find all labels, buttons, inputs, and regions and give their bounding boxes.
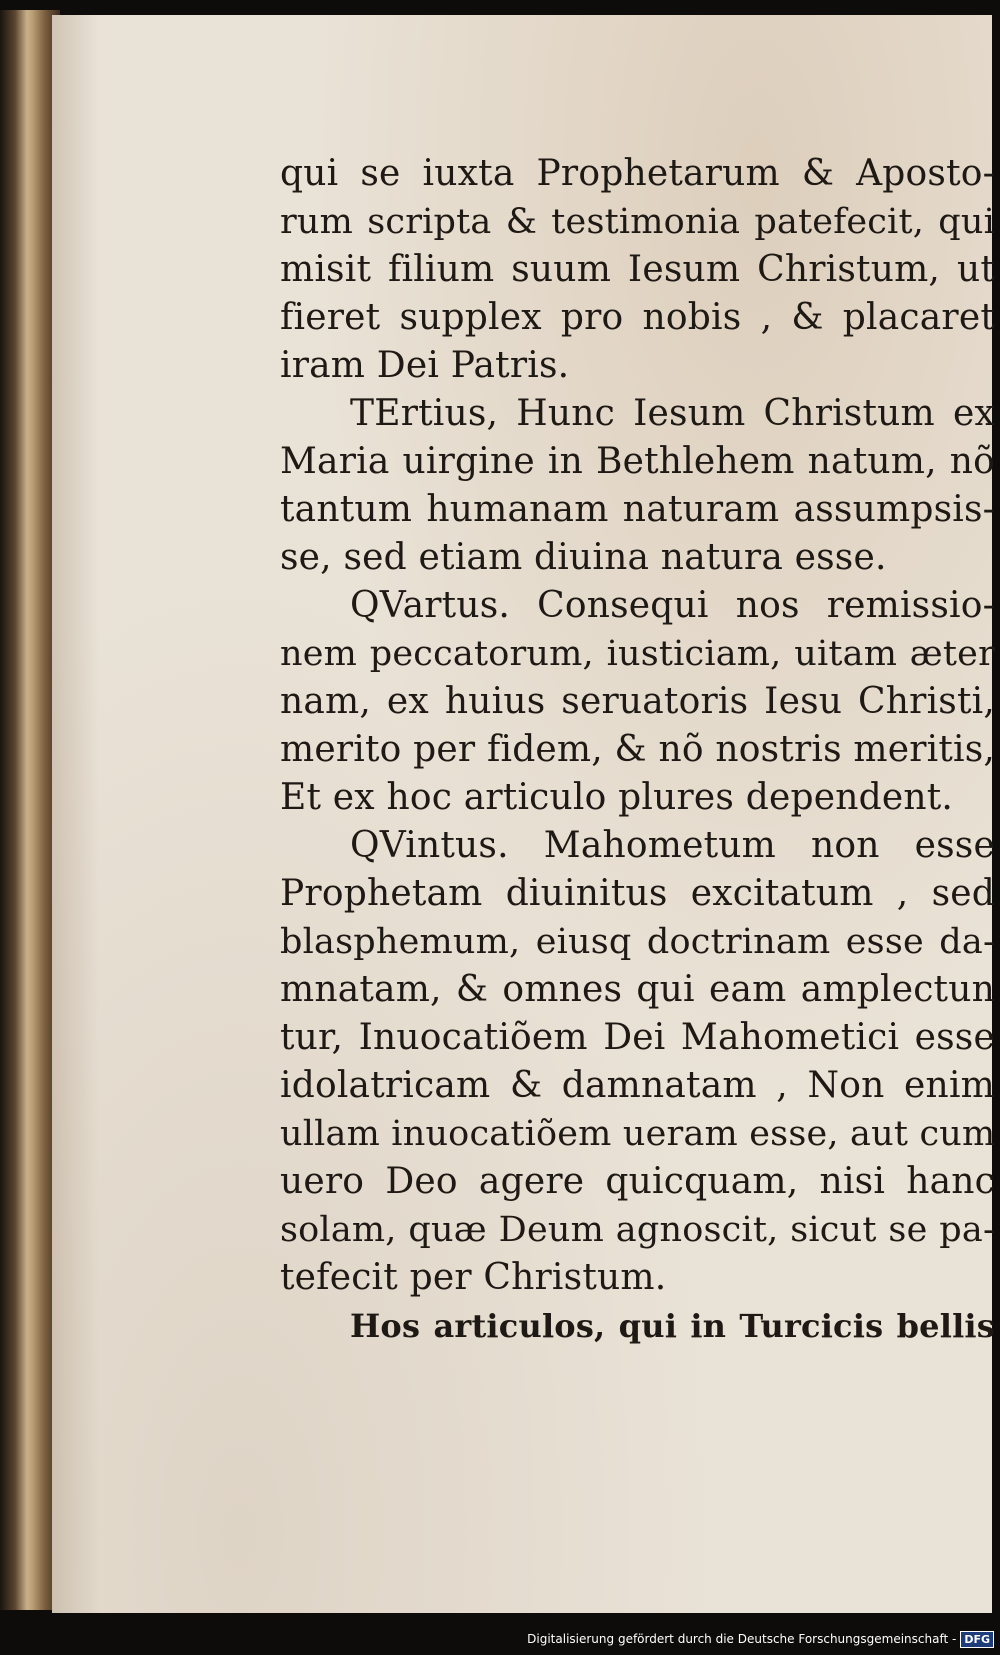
text-line: se, sed etiam diuina natura esse. [280, 537, 887, 578]
text-line: ullam inuocatiõem ueram esse, aut cum [280, 1114, 996, 1154]
book-page [52, 15, 996, 1613]
dfg-logo: DFG [960, 1631, 994, 1648]
page-text-block [280, 150, 995, 1350]
paragraph-2 [280, 390, 995, 582]
paragraph-5 [280, 1302, 995, 1350]
text-line: Prophetam diuinitus excitatum , sed [280, 873, 995, 914]
text-line: nam, ex huius seruatoris Iesu Christi, [280, 681, 995, 722]
text-line: idolatricam & damnatam , Non enim [280, 1065, 995, 1106]
text-line: rum scripta & testimonia patefecit, qui [280, 202, 995, 242]
text-line: iram Dei Patris. [280, 345, 570, 386]
text-line: qui se iuxta Prophetarum & Aposto- [280, 153, 995, 194]
text-line: Maria uirgine in Bethlehem natum, nõ [280, 441, 995, 482]
text-line: solam, quæ Deum agnoscit, sicut se pa- [280, 1210, 995, 1250]
text-line: Et ex hoc articulo plures dependent. [280, 777, 954, 818]
text-line: QVartus. Consequi nos remissio- [350, 585, 995, 626]
text-line: nem peccatorum, iusticiam, uitam æter [280, 634, 995, 674]
text-line: tantum humanam naturam assumpsis- [280, 489, 995, 530]
text-line: tefecit per Christum. [280, 1257, 667, 1298]
paragraph-4 [280, 822, 995, 1302]
text-line: merito per fidem, & nõ nostris meritis, [280, 729, 996, 770]
text-line: TErtius, Hunc Iesum Christum ex [350, 393, 995, 434]
paragraph-3 [280, 582, 995, 822]
text-line: blasphemum, eiusq doctrinam esse da- [280, 922, 995, 962]
text-line: misit filium suum Iesum Christum, ut [280, 249, 995, 290]
credit-text: Digitalisierung gefördert durch die Deutsche Forschungsgemeinschaft - [527, 1632, 957, 1646]
catchline: Hos articulos, qui in Turcicis bellis [350, 1307, 995, 1345]
text-line: fieret supplex pro nobis , & placaret [280, 297, 995, 338]
text-line: mnatam, & omnes qui eam amplectun [280, 969, 995, 1010]
text-line: QVintus. Mahometum non esse [350, 825, 995, 866]
digitization-credit [527, 1629, 994, 1649]
text-line: uero Deo agere quicquam, nisi hanc [280, 1161, 995, 1202]
text-line: tur, Inuocatiõem Dei Mahometici esse [280, 1017, 995, 1058]
paragraph-1 [280, 150, 995, 390]
book-spine-edge [0, 10, 60, 1610]
